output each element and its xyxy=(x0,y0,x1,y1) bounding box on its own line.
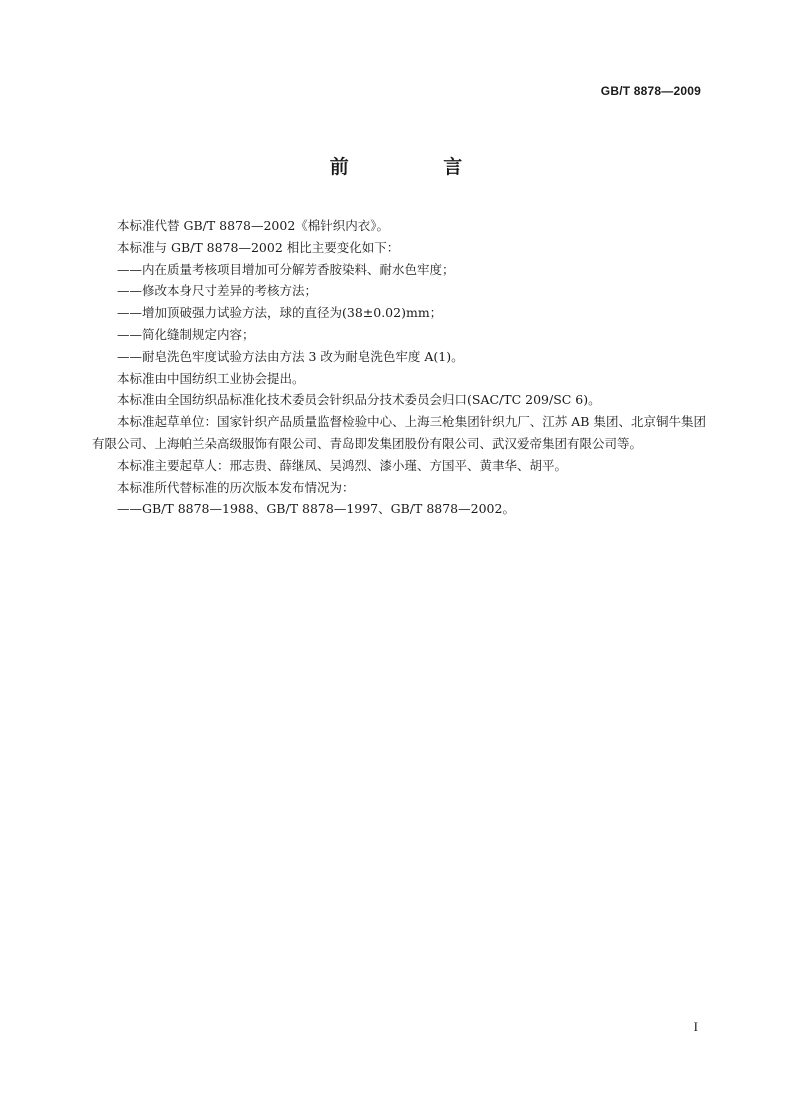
page-number: I xyxy=(693,1019,698,1034)
paragraph-replaces: 本标准代替 GB/T 8878—2002《棉针织内衣》。 xyxy=(117,218,390,233)
paragraph-drafting-units: 本标准起草单位：国家针织产品质量监督检验中心、上海三枪集团针织九厂、江苏 AB 集团、北京铜牛集团有限公司、上海帕兰朵高级服饰有限公司、青岛即发集团股份有限公司、武汉爱帝集团有限公司等。 xyxy=(92,414,706,451)
paragraph-history-intro: 本标准所代替标准的历次版本发布情况为： xyxy=(117,479,355,495)
paragraph-proposer: 本标准由中国纺织工业协会提出。 xyxy=(117,370,305,386)
foreword-body xyxy=(92,215,706,520)
list-item-history: ——GB/T 8878—1988、GB/T 8878—1997、GB/T 8878—2002。 xyxy=(117,501,515,517)
list-item-change: ——简化缝制规定内容； xyxy=(117,326,255,342)
list-item-change: ——修改本身尺寸差异的考核方法； xyxy=(117,283,318,299)
paragraph-centralized-by: 本标准由全国纺织品标准化技术委员会针织品分技术委员会归口(SAC/TC 209/SC 6)。 xyxy=(117,392,601,408)
standard-code: GB/T 8878—2009 xyxy=(600,84,701,98)
list-item-change: ——耐皂洗色牢度试验方法由方法 3 改为耐皂洗色牢度 A(1)。 xyxy=(117,348,464,364)
list-item-change: ——增加顶破强力试验方法，球的直径为(38±0.02)mm； xyxy=(117,305,443,321)
list-item-change: ——内在质量考核项目增加可分解芳香胺染料、耐水色牢度； xyxy=(117,261,455,277)
paragraph-changes-intro: 本标准与 GB/T 8878—2002 相比主要变化如下： xyxy=(117,239,400,255)
page-title: 前 言 xyxy=(329,156,507,178)
paragraph-drafters: 本标准主要起草人：邢志贵、薛继凤、吴鸿烈、漆小瑾、方国平、黄聿华、胡平。 xyxy=(117,457,568,473)
